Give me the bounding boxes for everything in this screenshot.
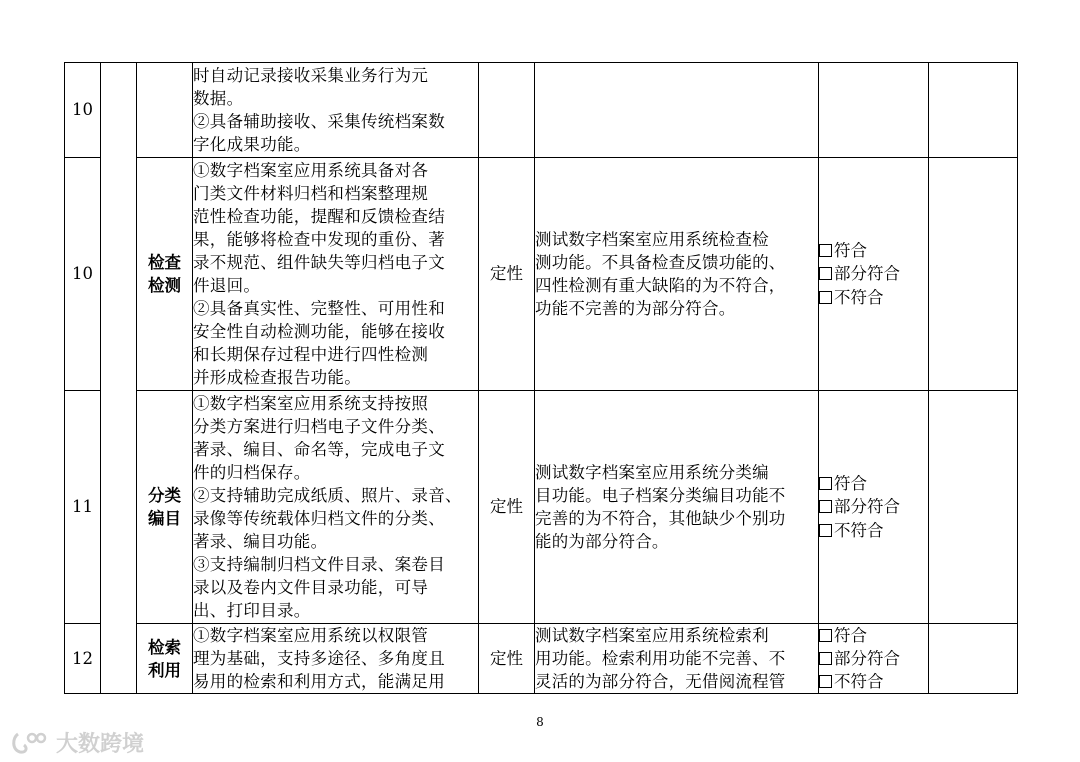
method-line: 四性检测有重大缺陷的为不符合， xyxy=(535,276,786,295)
result-cell xyxy=(819,158,929,391)
requirement-cell xyxy=(193,624,479,694)
method-cell xyxy=(535,624,819,694)
table-row xyxy=(65,391,1018,624)
result-option-label: 符合 xyxy=(834,474,867,494)
method-line: 能的为部分符合。 xyxy=(535,532,669,552)
requirement-line: 安全性自动检测功能，能够在接收 xyxy=(193,322,445,342)
result-option[interactable] xyxy=(819,495,928,518)
result-option-label: 符合 xyxy=(834,241,867,261)
requirement-line: 时自动记录接收采集业务行为元 xyxy=(193,65,429,85)
result-option[interactable] xyxy=(819,519,928,542)
requirement-line: 和长期保存过程中进行四性检测 xyxy=(193,345,429,365)
method-cell xyxy=(535,391,819,624)
type-cell: 定性 xyxy=(479,158,535,391)
requirement-line: 件退回。 xyxy=(193,276,261,295)
result-option-label: 不符合 xyxy=(834,287,884,307)
requirement-cell xyxy=(193,391,479,624)
requirement-line: 字化成果功能。 xyxy=(193,135,311,155)
item-name-cell xyxy=(137,391,193,624)
method-line: 灵活的为部分符合，无借阅流程管 xyxy=(535,672,786,692)
requirement-line: ②支持辅助完成纸质、照片、录音、 xyxy=(193,485,462,505)
category-cell xyxy=(101,63,137,694)
result-option-label: 部分符合 xyxy=(834,649,900,669)
method-line: 测试数字档案室应用系统分类编 xyxy=(535,462,769,482)
watermark-text: 大数跨境 xyxy=(56,732,145,757)
type-cell xyxy=(479,63,535,158)
method-line: 完善的为不符合，其他缺少个别功 xyxy=(535,509,786,528)
requirement-cell xyxy=(193,158,479,391)
result-cell xyxy=(819,63,929,158)
method-cell xyxy=(535,158,819,391)
requirement-line: 范性检查功能，提醒和反馈检查结 xyxy=(193,206,445,226)
result-option[interactable] xyxy=(819,239,928,262)
row-number-cell: 12 xyxy=(65,624,101,694)
type-cell: 定性 xyxy=(479,391,535,624)
method-line: 用功能。检索利用功能不完善、不 xyxy=(535,649,786,669)
requirement-line: 件的归档保存。 xyxy=(193,462,311,482)
remark-cell xyxy=(929,63,1018,158)
requirement-line: ①数字档案室应用系统支持按照 xyxy=(193,393,429,413)
requirement-line: 录像等传统载体归档文件的分类、 xyxy=(193,509,445,528)
watermark-logo-icon xyxy=(10,730,50,756)
checkbox-icon[interactable] xyxy=(819,267,832,280)
result-option[interactable] xyxy=(819,262,928,285)
item-name-cell xyxy=(137,624,193,694)
requirement-line: 录以及卷内文件目录功能，可导 xyxy=(193,578,429,598)
table-body xyxy=(65,63,1018,694)
checkbox-icon[interactable] xyxy=(819,500,832,513)
result-option-label: 部分符合 xyxy=(834,264,900,284)
checkbox-icon[interactable] xyxy=(819,524,832,537)
method-line: 目功能。电子档案分类编目功能不 xyxy=(535,485,786,505)
requirement-line: 果，能够将检查中发现的重份、著 xyxy=(193,229,445,249)
remark-cell xyxy=(929,624,1018,694)
requirement-line: ③支持编制归档文件目录、案卷目 xyxy=(193,555,445,575)
requirement-line: 数据。 xyxy=(193,88,244,108)
method-line: 功能不完善的为部分符合。 xyxy=(535,299,736,319)
item-name-line: 检测 xyxy=(148,276,181,295)
assessment-table xyxy=(64,62,1018,694)
row-number-cell: 11 xyxy=(65,391,101,624)
requirement-line: 分类方案进行归档电子文件分类、 xyxy=(193,416,445,436)
result-cell xyxy=(819,624,929,694)
table-row xyxy=(65,158,1018,391)
result-option-label: 不符合 xyxy=(834,672,884,692)
result-option[interactable] xyxy=(819,647,928,670)
method-cell xyxy=(535,63,819,158)
requirement-line: 理为基础，支持多途径、多角度且 xyxy=(193,649,445,669)
checkbox-icon[interactable] xyxy=(819,629,832,642)
requirement-line: 并形成检查报告功能。 xyxy=(193,368,361,388)
row-number-cell: 10 xyxy=(65,63,101,158)
requirement-line: 录不规范、组件缺失等归档电子文 xyxy=(193,252,445,272)
item-name-line: 分类 xyxy=(148,485,181,505)
method-line: 测试数字档案室应用系统检索利 xyxy=(535,626,769,645)
row-number-cell: 10 xyxy=(65,158,101,391)
checkbox-icon[interactable] xyxy=(819,652,832,665)
requirement-line: 著录、编目功能。 xyxy=(193,532,328,552)
requirement-line: ①数字档案室应用系统以权限管 xyxy=(193,626,429,645)
type-cell: 定性 xyxy=(479,624,535,694)
requirement-line: 易用的检索和利用方式，能满足用 xyxy=(193,672,445,692)
result-option[interactable] xyxy=(819,472,928,495)
remark-cell xyxy=(929,158,1018,391)
table-row xyxy=(65,624,1018,694)
method-line: 测试数字档案室应用系统检查检 xyxy=(535,229,769,249)
item-name-line: 检索 xyxy=(148,637,181,657)
requirement-line: 著录、编目、命名等，完成电子文 xyxy=(193,439,445,459)
method-line: 测功能。不具备检查反馈功能的、 xyxy=(535,252,786,272)
requirement-line: 出、打印目录。 xyxy=(193,601,311,621)
checkbox-icon[interactable] xyxy=(819,291,832,304)
item-name-line: 检查 xyxy=(148,252,181,272)
requirement-cell xyxy=(193,63,479,158)
requirement-line: ②具备真实性、完整性、可用性和 xyxy=(193,299,445,319)
result-option[interactable] xyxy=(819,286,928,309)
checkbox-icon[interactable] xyxy=(819,477,832,490)
requirement-line: ①数字档案室应用系统具备对各 xyxy=(193,160,429,180)
item-name-line: 编目 xyxy=(148,509,181,528)
result-option-label: 不符合 xyxy=(834,520,884,540)
item-name-line: 利用 xyxy=(148,660,181,680)
result-option-label: 部分符合 xyxy=(834,497,900,517)
checkbox-icon[interactable] xyxy=(819,244,832,257)
result-option[interactable] xyxy=(819,670,928,693)
item-name-cell xyxy=(137,63,193,158)
requirement-line: 门类文件材料归档和档案整理规 xyxy=(193,183,429,203)
table-row xyxy=(65,63,1018,158)
requirement-line: ②具备辅助接收、采集传统档案数 xyxy=(193,112,445,131)
result-option[interactable] xyxy=(819,624,928,647)
result-option-label: 符合 xyxy=(834,626,867,645)
page-number: 8 xyxy=(536,715,544,729)
item-name-cell xyxy=(137,158,193,391)
remark-cell xyxy=(929,391,1018,624)
watermark xyxy=(10,727,144,758)
checkbox-icon[interactable] xyxy=(819,675,832,688)
result-cell xyxy=(819,391,929,624)
